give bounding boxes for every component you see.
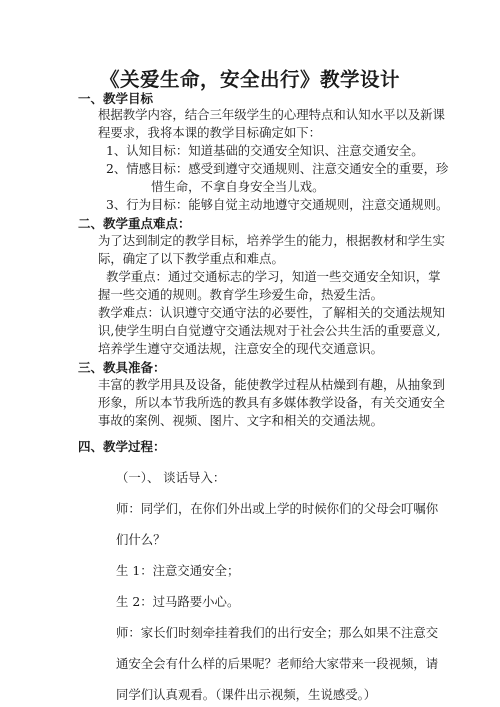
difficulty-line: 识,使学生明白自觉遵守交通法规对于社会公共生活的重要意义, xyxy=(98,323,441,338)
section-heading-materials: 三、教具准备： xyxy=(78,360,166,375)
paragraph-line: 际，确定了以下教学重点和难点。 xyxy=(98,251,284,266)
paragraph-line: 为了达到制定的教学目标，培养学生的能力，根据教材和学生实 xyxy=(98,233,445,248)
dialogue-line: 生 1：注意交通安全； xyxy=(116,563,240,578)
paragraph-line: 事故的案例、视频、图片、文字和相关的交通法规。 xyxy=(98,413,383,428)
dialogue-line: 同学们认真观看。（课件出示视频，生说感受。） xyxy=(116,687,377,702)
subsection-heading: （一）、 谈话导入： xyxy=(116,470,226,485)
goal-item-1: 1、认知目标：知道基础的交通安全知识、注意交通安全。 xyxy=(106,143,424,158)
section-heading-process: 四、教学过程： xyxy=(78,439,166,454)
goal-item-3: 3、行为目标：能够自觉主动地遵守交通规则，注意交通规则。 xyxy=(106,197,449,212)
difficulty-line: 教学难点：认识遵守交通守法的必要性，了解相关的交通法规知 xyxy=(98,305,445,320)
key-point-line: 握一些交通的规则。教育学生珍爱生命，热爱生活。 xyxy=(98,287,383,302)
paragraph-line: 丰富的教学用具及设备，能使教学过程从枯燥到有趣，从抽象到 xyxy=(98,377,445,392)
dialogue-line: 生 2：过马路要小心。 xyxy=(116,594,240,609)
section-heading-key-points: 二、教学重点难点： xyxy=(78,216,191,231)
dialogue-line: 师：家长们时刻牵挂着我们的出行安全；那么如果不注意交 xyxy=(116,625,439,640)
section-heading-goals: 一、教学目标 xyxy=(78,91,154,106)
dialogue-line: 们什么？ xyxy=(116,532,166,547)
paragraph-line: 形象，所以本节我所选的教具有多媒体教学设备，有关交通安全 xyxy=(98,395,445,410)
difficulty-line: 培养学生遵守交通法规，注意安全的现代交通意识。 xyxy=(98,341,383,356)
dialogue-line: 通安全会有什么样的后果呢？老师给大家带来一段视频，请 xyxy=(116,656,439,671)
goal-item-2-continued: 惜生命，不拿自身安全当儿戏。 xyxy=(151,179,325,194)
document-title: 《关爱生命，安全出行》教学设计 xyxy=(99,68,400,91)
key-point-line: 教学重点：通过交通标志的学习，知道一些交通安全知识，掌 xyxy=(106,269,441,284)
paragraph-line: 程要求，我将本课的教学目标确定如下： xyxy=(98,125,322,140)
goal-item-2: 2、情感目标：感受到遵守交通规则、注意交通安全的重要，珍 xyxy=(106,161,449,176)
paragraph-line: 根据教学内容，结合三年级学生的心理特点和认知水平以及新课 xyxy=(98,107,445,122)
dialogue-line: 师：同学们，在你们外出或上学的时候你们的父母会叮嘱你 xyxy=(116,501,439,516)
